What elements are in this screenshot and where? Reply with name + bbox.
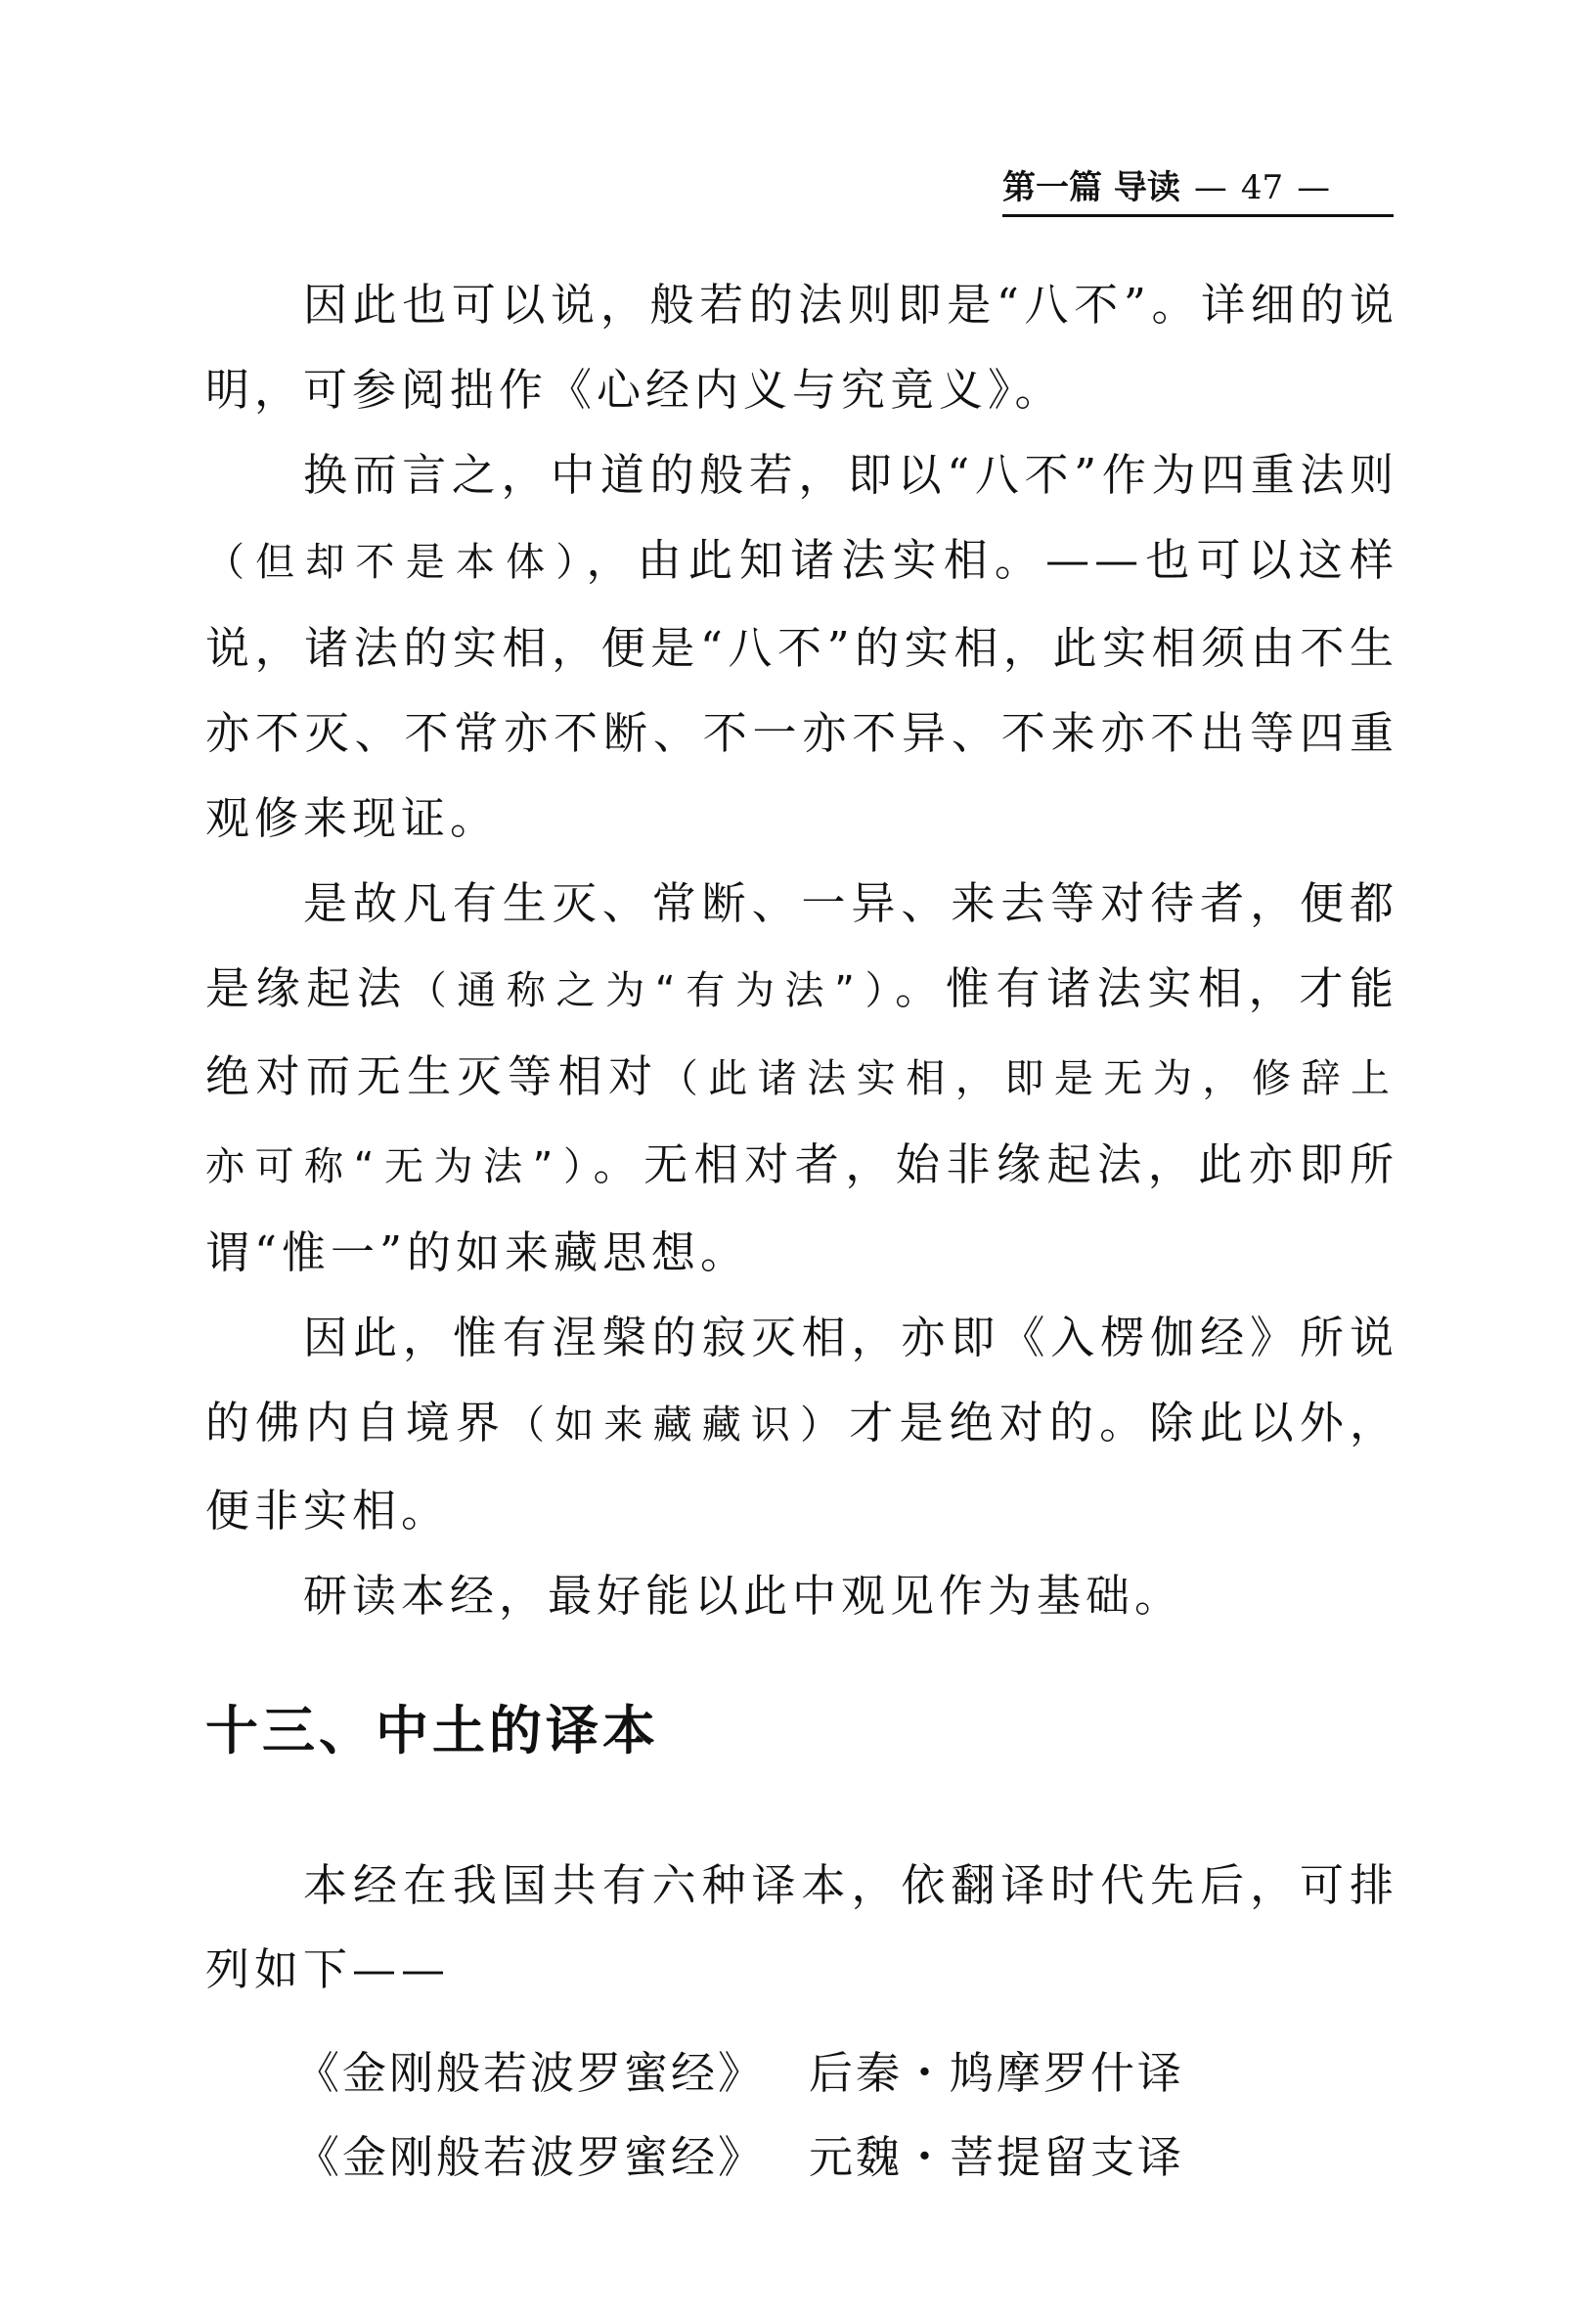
paragraph-text: 因此，惟有涅槃的寂灭相，亦即《入楞伽经》所说的佛内自境界	[205, 1312, 1398, 1448]
section-body	[205, 1844, 1398, 2200]
paragraph-text: 。惟有诸法实相，才能绝对而无生灭等相对	[205, 962, 1398, 1102]
section-heading: 十三、中土的译本	[205, 1700, 659, 1761]
paragraph	[205, 262, 1398, 432]
paragraph-text: 才是绝对的。除此以外，便非实相。	[205, 1397, 1398, 1537]
translation-title: 《金刚般若波罗蜜经》	[295, 2131, 766, 2183]
parenthetical-note: （但却不是本体）	[205, 540, 587, 585]
translation-title: 《金刚般若波罗蜜经》	[295, 2047, 766, 2099]
running-head-section: 第一篇 导读	[1002, 168, 1180, 207]
translation-list	[205, 2031, 1398, 2200]
parenthetical-note: （此诸法实相，即是无为，修辞上亦可称“无为法”）	[205, 1056, 1398, 1189]
list-item	[205, 2031, 1398, 2116]
running-head-rule	[1002, 214, 1394, 217]
paragraph-text: 研读本经，最好能以此中观见作为基础。	[303, 1570, 1184, 1622]
paragraph	[205, 861, 1398, 1295]
paragraph	[205, 1295, 1398, 1553]
translation-translator: 后秦・鸠摩罗什译	[809, 2047, 1185, 2099]
paragraph	[205, 432, 1398, 861]
paragraph-text: 因此也可以说，般若的法则即是“八不”。详细的说明，可参阅拙作《心经内义与究竟义》。	[205, 279, 1398, 416]
paragraph-text: 。无相对者，始非缘起法，此亦即所谓“惟一”的如来藏思想。	[205, 1138, 1398, 1278]
running-head-dash-left: —	[1193, 168, 1227, 207]
list-item	[205, 2116, 1398, 2200]
running-head	[1002, 166, 1394, 217]
section-intro: 本经在我国共有六种译本，依翻译时代先后，可排列如下——	[205, 1859, 1398, 1995]
running-head-dash-right: —	[1297, 168, 1331, 207]
paragraph-text: 是故凡有生灭、常断、一异、来去等对待者，便都是缘起法	[205, 877, 1398, 1014]
translation-translator: 元魏・菩提留支译	[809, 2131, 1185, 2183]
paragraph	[205, 1553, 1398, 1638]
parenthetical-note: （如来藏藏识）	[506, 1403, 850, 1448]
body-text	[205, 262, 1398, 1638]
parenthetical-note: （通称之为“有为法”）	[407, 968, 896, 1013]
page-number: 47	[1240, 168, 1284, 207]
paragraph-text: 换而言之，中道的般若，即以“八不”作为四重法则	[303, 449, 1398, 501]
paragraph-text: ，由此知诸法实相。——也可以这样说，诸法的实相，便是“八不”的实相，此实相须由不生亦不灭、不常亦不断、不一亦不异、不来亦不出等四重观修来现证。	[205, 534, 1398, 844]
